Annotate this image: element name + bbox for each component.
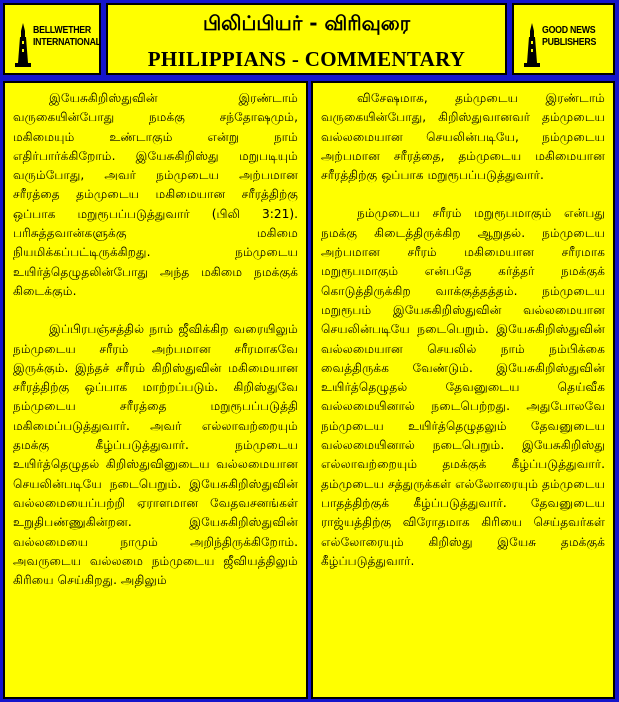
logo-line1: GOOD NEWS (542, 25, 596, 36)
paragraph: இயேசுகிறிஸ்துவின் இரண்டாம் வருகையின்போது நமக்கு சந்தோஷமும், மகிமையும் உண்டாகும் என்று நாம் எதிர்பார்க்கிறோம். இயேசுகிறிஸ்து மறுபடியும் வரும்போது, அவர் நம்முடைய அற்பமான சரீரத்தை தம்முடைய மகிமையான சரீரத்திற்கு ஒப்பாக மறுரூபப்படுத்துவார் (பிலி 3:21). பரிசுத்தவான்களுக்கு மகிமை நியமிக்கப்பட்டிருக்கிறது. நம்முடைய உயிர்த்தெழுதலின்போது அந்த மகிமை நமக்குக் கிடைக்கும். (13, 91, 298, 298)
bellwether-logo (9, 9, 101, 69)
paragraph: இப்பிரபஞ்சத்தில் நாம் ஜீவிக்கிற வரையிலும் நம்முடைய சரீரம் அற்பமான சரீரமாகவே இருக்கும். இந்தச் சரீரம் கிறிஸ்துவின் மகிமையான சரீரத்திற்கு ஒப்பாக மாற்றப்படும். கிறிஸ்துவே நம்முடைய சரீரத்தை மறுரூபப்படுத்தி மகிமைப்படுத்துவார். அவர் எல்லாவற்றையும் தமக்கு கீழ்ப்படுத்துவார். நம்முடைய உயிர்த்தெழுதல் கிறிஸ்துவினுடைய வல்லமையான செயலின்படியே நடைபெறும். இயேசுகிறிஸ்துவின் வல்லமையைப்பற்றி ஏராளமான வேதவசனங்கள் உறுதிபண்ணுகின்றன. இயேசுகிறிஸ்துவின் வல்லமையை நாமும் அறிந்திருக்கிறோம். அவருடைய வல்லமை நம்முடைய ஜீவியத்திலும் கிரியை செய்கிறது. அதிலும் (13, 322, 298, 588)
good-news-logo (518, 9, 609, 69)
right-column-body (321, 89, 605, 590)
left-column-body (13, 89, 298, 609)
good-news-logo-text (542, 25, 596, 49)
left-logo-panel (3, 3, 101, 75)
logo-line2: PUBLISHERS (542, 37, 597, 48)
tower-icon (15, 23, 31, 67)
right-logo-panel (512, 3, 615, 75)
logo-line2: INTERNATIONAL (33, 37, 101, 48)
logo-line1: BELLWETHER (33, 25, 91, 36)
header-title-panel (106, 3, 507, 75)
paragraph: நம்முடைய சரீரம் மறுரூபமாகும் என்பது நமக்கு கிடைத்திருக்கிற ஆறுதல். நம்முடைய அற்பமான சரீரம் மகிமையான சரீரமாக மறுரூபமாகும் என்பதே கர்த்தர் நமக்குக் கொடுத்திருக்கிற வாக்குத்தத்தம். நம்முடைய மறுரூபம் இயேசுகிறிஸ்துவின் வல்லமையான செயலின்படியே நடைபெறும். இயேசுகிறிஸ்துவின் வல்லமையான செயலில் நாம் நம்பிக்கை வைத்திருக்க வேண்டும். இயேசுகிறிஸ்துவின் உயிர்த்தெழுதல் தேவனுடைய தெய்வீக வல்லமையினால் நடைபெற்றது. அதுபோலவே நம்முடைய உயிர்த்தெழுதலும் தேவனுடைய வல்லமையினால் நடைபெறும். இயேசுகிறிஸ்து எல்லாவற்றையும் தமக்குக் கீழ்ப்படுத்துவார். தம்முடைய சத்துருக்கள் எல்லோரையும் தம்முடைய பாதத்திற்குக் கீழ்ப்படுத்துவார். தேவனுடைய ராஜ்யத்திற்கு விரோதமாக கிரியை செய்தவர்கள் எல்லோரையும் கிறிஸ்து இயேசு தமக்குக் கீழ்ப்படுத்துவார். (321, 206, 605, 568)
left-text-column (3, 81, 308, 699)
page-title-tamil: பிலிப்பியர் - விரிவுரை (202, 11, 411, 35)
page-title-english: PHILIPPIANS - COMMENTARY (147, 47, 466, 71)
right-text-column (311, 81, 615, 699)
paragraph: விசேஷமாக, தம்முடைய இரண்டாம் வருகையின்போது, கிறிஸ்துவானவர் தம்முடைய வல்லமையான செயலின்படியே, நம்முடைய அற்பமான சரீரத்தை, தம்முடைய மகிமையான சரீரத்திற்கு ஒப்பாக மறுரூபப்படுத்துவார். (321, 91, 605, 183)
tower-icon (524, 23, 540, 67)
bellwether-logo-text (33, 25, 101, 49)
